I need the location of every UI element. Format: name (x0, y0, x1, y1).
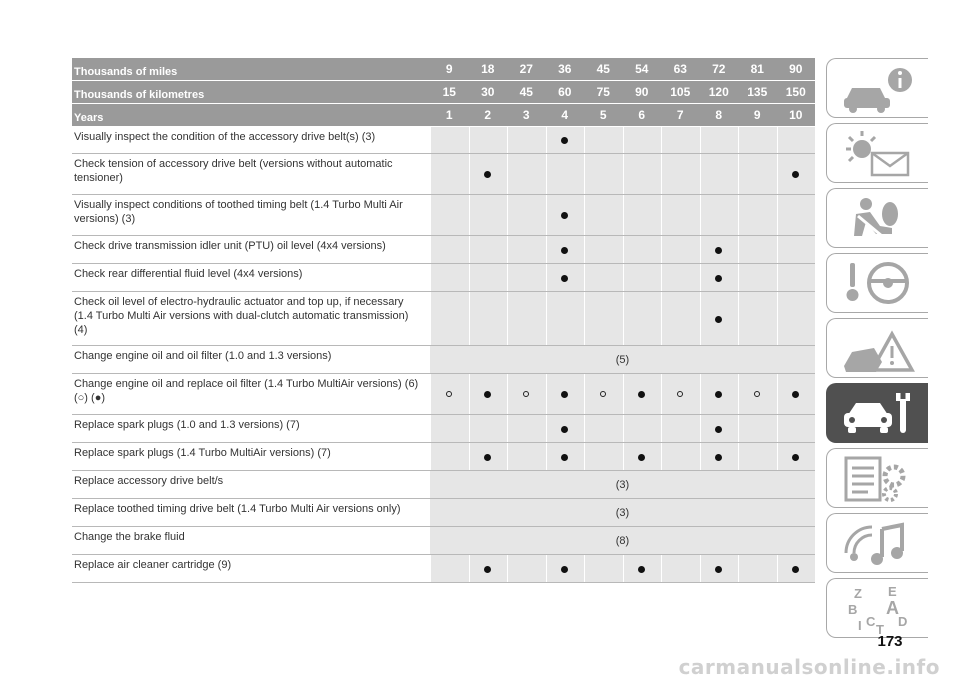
interval-cell (623, 415, 662, 442)
open-circle-icon (446, 391, 452, 397)
operation-label: Change the brake fluid (74, 531, 185, 543)
technical-data-icon (836, 452, 920, 504)
schedule-row (72, 499, 815, 527)
header-value: 81 (750, 62, 764, 76)
interval-cell (777, 127, 816, 153)
filled-dot-icon (561, 137, 568, 144)
chapter-tab-airbag-safety[interactable] (826, 188, 928, 248)
interval-cell (700, 415, 739, 442)
header-value: 54 (635, 62, 649, 76)
interval-cell (469, 154, 508, 194)
interval-cell (700, 292, 739, 345)
interval-cell (661, 195, 700, 235)
emergency-icon (836, 322, 920, 374)
filled-dot-icon (715, 391, 722, 398)
schedule-row (72, 195, 815, 236)
interval-cell (430, 374, 469, 414)
svg-text:C: C (865, 614, 875, 629)
interval-cell (507, 154, 546, 194)
note-reference: (8) (430, 527, 815, 554)
interval-cell (623, 154, 662, 194)
interval-cell (507, 292, 546, 345)
header-value: 45 (519, 85, 533, 99)
header-label: Thousands of kilometres (74, 89, 205, 101)
interval-cell (700, 264, 739, 291)
interval-cell (546, 443, 585, 470)
header-value: 2 (484, 108, 492, 122)
filled-dot-icon (792, 566, 799, 573)
interval-cell (546, 127, 585, 153)
interval-cell (584, 195, 623, 235)
header-row (72, 104, 815, 127)
multimedia-icon (836, 517, 920, 569)
schedule-row (72, 471, 815, 499)
schedule-row (72, 264, 815, 292)
interval-cell (661, 415, 700, 442)
operation-label: Replace spark plugs (1.4 Turbo MultiAir versions) (7) (74, 447, 331, 459)
operation-label: Change engine oil and oil filter (1.0 and 1.3 versions) (74, 350, 332, 362)
operation-label: Replace toothed timing drive belt (1.4 Turbo Multi Air versions only) (74, 503, 401, 515)
interval-cell (469, 292, 508, 345)
interval-cell (700, 374, 739, 414)
filled-dot-icon (638, 454, 645, 461)
interval-cell (738, 443, 777, 470)
interval-cell (469, 555, 508, 582)
header-value: 63 (673, 62, 687, 76)
header-value: 4 (561, 108, 569, 122)
header-value: 9 (753, 108, 761, 122)
header-value: 1 (445, 108, 453, 122)
header-value: 9 (445, 62, 453, 76)
schedule-row (72, 236, 815, 264)
schedule-row (72, 415, 815, 443)
header-value: 105 (670, 85, 691, 99)
header-value: 120 (708, 85, 729, 99)
filled-dot-icon (484, 391, 491, 398)
chapter-tab-emergency[interactable] (826, 318, 928, 378)
chapter-tab-warning-lights[interactable] (826, 123, 928, 183)
filled-dot-icon (715, 275, 722, 282)
interval-cell (700, 154, 739, 194)
interval-cell (469, 195, 508, 235)
warning-lights-icon (836, 127, 920, 179)
svg-text:I: I (857, 618, 862, 633)
interval-cell (430, 154, 469, 194)
chapter-tab-steering-wheel[interactable] (826, 253, 928, 313)
interval-cell (584, 236, 623, 263)
interval-cell (584, 264, 623, 291)
header-row (72, 81, 815, 104)
filled-dot-icon (561, 247, 568, 254)
interval-cell (661, 292, 700, 345)
steering-wheel-icon (836, 257, 920, 309)
interval-cell (738, 154, 777, 194)
interval-cell (584, 555, 623, 582)
filled-dot-icon (792, 391, 799, 398)
header-value: 7 (676, 108, 684, 122)
header-value: 3 (522, 108, 530, 122)
header-row (72, 58, 815, 81)
interval-cell (469, 415, 508, 442)
filled-dot-icon (715, 454, 722, 461)
interval-cell (777, 292, 816, 345)
operation-label: Replace spark plugs (1.0 and 1.3 versions) (7) (74, 419, 300, 431)
interval-cell (623, 555, 662, 582)
interval-cell (507, 415, 546, 442)
header-value: 27 (519, 62, 533, 76)
interval-cell (623, 127, 662, 153)
interval-cell (546, 264, 585, 291)
interval-cell (546, 236, 585, 263)
interval-cell (584, 127, 623, 153)
interval-cell (777, 236, 816, 263)
interval-cell (584, 415, 623, 442)
interval-cell (777, 195, 816, 235)
header-value: 6 (638, 108, 646, 122)
interval-cell (661, 555, 700, 582)
operation-label: Replace air cleaner cartridge (9) (74, 559, 232, 571)
note-reference: (3) (430, 471, 815, 498)
interval-cell (700, 443, 739, 470)
filled-dot-icon (561, 454, 568, 461)
schedule-row (72, 527, 815, 555)
header-value: 36 (558, 62, 572, 76)
interval-cell (777, 415, 816, 442)
interval-cell (469, 443, 508, 470)
interval-cell (777, 555, 816, 582)
schedule-row (72, 374, 815, 415)
filled-dot-icon (792, 454, 799, 461)
header-value: 45 (596, 62, 610, 76)
filled-dot-icon (484, 171, 491, 178)
interval-cell (738, 236, 777, 263)
interval-cell (738, 292, 777, 345)
interval-cell (777, 443, 816, 470)
operation-label: Check tension of accessory drive belt (versions without automatic tensioner) (74, 158, 393, 184)
interval-cell (661, 236, 700, 263)
interval-cell (700, 195, 739, 235)
schedule-row (72, 292, 815, 346)
interval-cell (738, 415, 777, 442)
interval-cell (430, 127, 469, 153)
chapter-tab-index[interactable] (826, 578, 928, 638)
interval-cell (623, 264, 662, 291)
interval-cell (507, 127, 546, 153)
interval-cell (661, 443, 700, 470)
interval-cell (507, 374, 546, 414)
interval-cell (584, 374, 623, 414)
filled-dot-icon (484, 454, 491, 461)
header-value: 10 (789, 108, 803, 122)
operation-label: Replace accessory drive belt/s (74, 475, 224, 487)
open-circle-icon (523, 391, 529, 397)
chapter-tab-multimedia[interactable] (826, 513, 928, 573)
schedule-row (72, 127, 815, 154)
interval-cell (507, 264, 546, 291)
interval-cell (469, 264, 508, 291)
airbag-safety-icon (836, 192, 920, 244)
interval-cell (430, 195, 469, 235)
interval-cell (430, 415, 469, 442)
header-value: 90 (789, 62, 803, 76)
chapter-tab-bar (826, 58, 928, 643)
interval-cell (738, 127, 777, 153)
interval-cell (546, 374, 585, 414)
svg-text:B: B (847, 602, 857, 617)
interval-cell (546, 415, 585, 442)
header-value: 5 (599, 108, 607, 122)
header-value: 60 (558, 85, 572, 99)
header-label: Years (74, 112, 104, 124)
page-number: 173 (877, 633, 903, 650)
interval-cell (777, 374, 816, 414)
svg-text:Z: Z (853, 586, 862, 601)
svg-text:T: T (875, 622, 884, 634)
header-value: 8 (715, 108, 723, 122)
operation-label: Change engine oil and replace oil filter (1.4 Turbo MultiAir versions) (6) (○) (●) (74, 378, 419, 404)
interval-cell (469, 374, 508, 414)
interval-cell (738, 555, 777, 582)
interval-cell (507, 443, 546, 470)
interval-cell (584, 154, 623, 194)
index-icon (836, 582, 920, 634)
filled-dot-icon (715, 566, 722, 573)
chapter-tab-car-maintenance[interactable] (826, 383, 928, 443)
filled-dot-icon (484, 566, 491, 573)
operation-label: Check drive transmission idler unit (PTU) oil level (4x4 versions) (74, 240, 386, 252)
interval-cell (623, 292, 662, 345)
note-reference: (3) (430, 499, 815, 526)
operation-label: Visually inspect conditions of toothed timing belt (1.4 Turbo Multi Air versions) (3) (74, 199, 403, 225)
schedule-row (72, 154, 815, 195)
interval-cell (546, 195, 585, 235)
interval-cell (430, 236, 469, 263)
interval-cell (738, 264, 777, 291)
interval-cell (546, 154, 585, 194)
car-info-icon (836, 62, 920, 114)
interval-cell (430, 292, 469, 345)
note-reference: (5) (430, 346, 815, 373)
interval-cell (469, 127, 508, 153)
interval-cell (661, 264, 700, 291)
chapter-tab-car-info[interactable] (826, 58, 928, 118)
schedule-row (72, 443, 815, 471)
header-value: 15 (442, 85, 456, 99)
filled-dot-icon (561, 566, 568, 573)
open-circle-icon (677, 391, 683, 397)
svg-text:D: D (897, 614, 907, 629)
header-value: 30 (481, 85, 495, 99)
interval-cell (584, 292, 623, 345)
operation-label: Check rear differential fluid level (4x4 versions) (74, 268, 303, 280)
car-maintenance-icon (836, 387, 920, 439)
interval-cell (584, 443, 623, 470)
header-label: Thousands of miles (74, 66, 178, 78)
interval-cell (623, 443, 662, 470)
filled-dot-icon (792, 171, 799, 178)
interval-cell (661, 374, 700, 414)
interval-cell (777, 264, 816, 291)
interval-cell (623, 195, 662, 235)
watermark: carmanualsonline.info (678, 655, 940, 679)
filled-dot-icon (638, 391, 645, 398)
interval-cell (738, 374, 777, 414)
filled-dot-icon (715, 426, 722, 433)
filled-dot-icon (561, 275, 568, 282)
interval-cell (623, 374, 662, 414)
filled-dot-icon (715, 316, 722, 323)
interval-cell (546, 292, 585, 345)
interval-cell (661, 154, 700, 194)
filled-dot-icon (561, 426, 568, 433)
interval-cell (623, 236, 662, 263)
interval-cell (430, 555, 469, 582)
schedule-row (72, 555, 815, 583)
interval-cell (507, 236, 546, 263)
filled-dot-icon (561, 212, 568, 219)
svg-text:A: A (885, 598, 899, 618)
interval-cell (546, 555, 585, 582)
header-value: 150 (785, 85, 806, 99)
header-value: 72 (712, 62, 726, 76)
header-value: 75 (596, 85, 610, 99)
operation-label: Check oil level of electro-hydraulic actuator and top up, if necessary (1.4 Turbo Multi Air versions with dual-clutch automatic transmission) (4) (74, 296, 409, 336)
filled-dot-icon (715, 247, 722, 254)
interval-cell (469, 236, 508, 263)
svg-text:E: E (887, 584, 897, 599)
interval-cell (507, 195, 546, 235)
header-value: 90 (635, 85, 649, 99)
interval-cell (661, 127, 700, 153)
chapter-tab-technical-data[interactable] (826, 448, 928, 508)
operation-label: Visually inspect the condition of the accessory drive belt(s) (3) (74, 131, 376, 143)
filled-dot-icon (638, 566, 645, 573)
open-circle-icon (754, 391, 760, 397)
header-value: 135 (747, 85, 768, 99)
interval-cell (430, 443, 469, 470)
interval-cell (507, 555, 546, 582)
maintenance-schedule-table (72, 58, 815, 583)
interval-cell (700, 127, 739, 153)
open-circle-icon (600, 391, 606, 397)
interval-cell (738, 195, 777, 235)
schedule-row (72, 346, 815, 374)
interval-cell (430, 264, 469, 291)
filled-dot-icon (561, 391, 568, 398)
interval-cell (777, 154, 816, 194)
interval-cell (700, 236, 739, 263)
interval-cell (700, 555, 739, 582)
header-value: 18 (481, 62, 495, 76)
